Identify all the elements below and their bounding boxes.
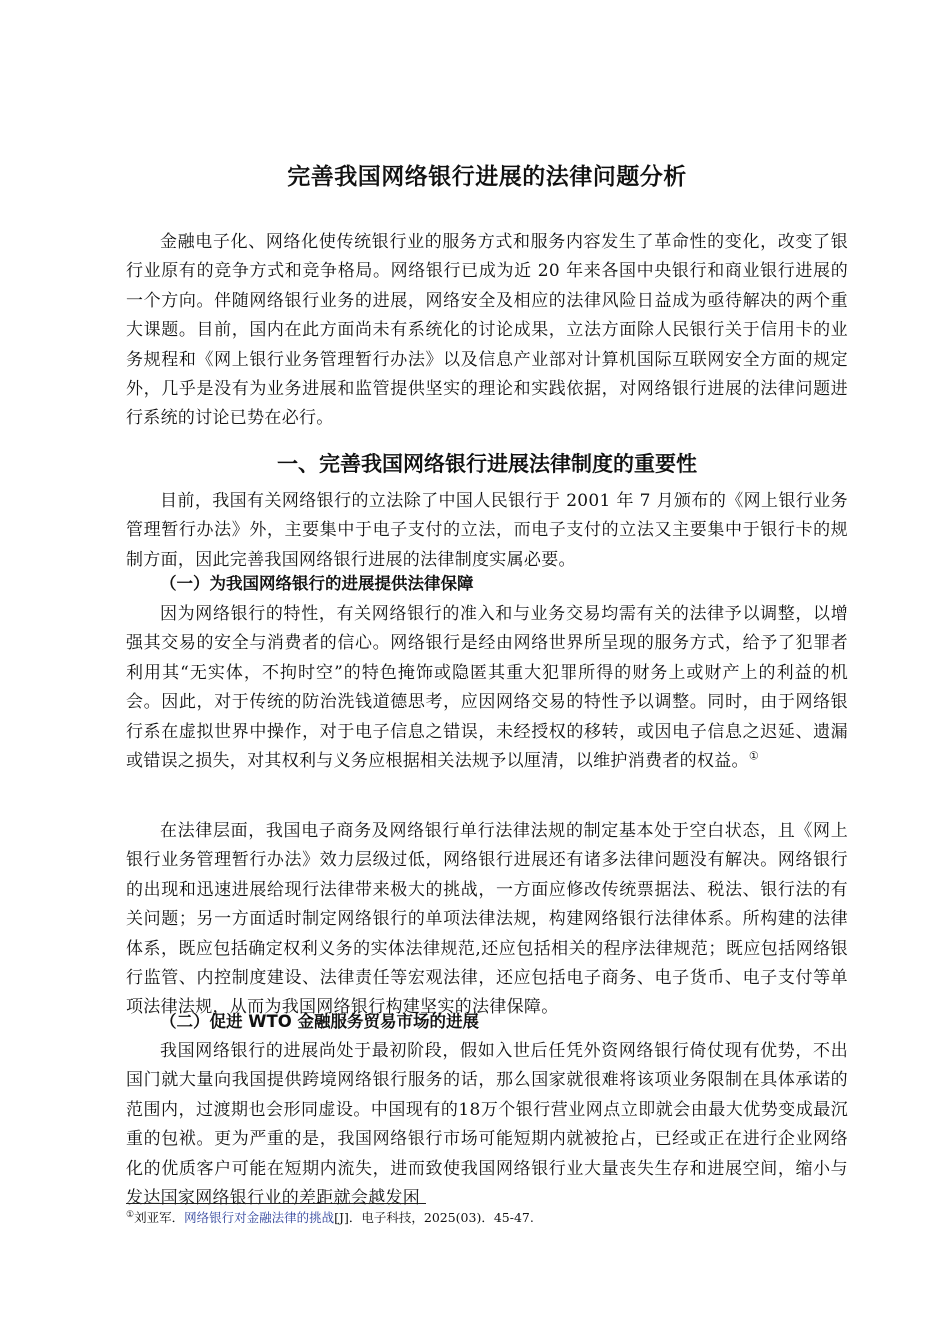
footnote-mark: ① <box>126 1209 135 1220</box>
subsection-1-paragraph-1-text: 因为网络银行的特性，有关网络银行的准入和与业务交易均需有关的法律予以调整，以增强其交易的安全与消费者的信心。网络银行是经由网络世界所呈现的服务方式，给予了犯罪者利用其“无实体，不拘时空”的特色掩饰或隐匿其重大犯罪所得的财务上或财产上的利益的机会。因此，对于传统的防治洗钱道德思考，应因网络交易的特性予以调整。同时，由于网络银行系在虚拟世界中操作，对于电子信息之错误，未经授权的移转，或因电子信息之迟延、遗漏或错误之损失，对其权利与义务应根据相关法规予以厘清，以维护消费者的权益。 <box>126 604 848 772</box>
footnote-reference: ① <box>748 749 759 763</box>
subsection-2-paragraph-1: 我国网络银行的进展尚处于最初阶段，假如入世后任凭外资网络银行倚仗现有优势，不出国门就大量向我国提供跨境网络银行服务的话，那么国家就很难将该项业务限制在具体承诺的范围内，过渡期也会形同虚设。中国现有的18万个银行营业网点立即就会由最大优势变成最沉重的包袱。更为严重的是，我国网络银行市场可能短期内就被抢占，已经或正在进行企业网络化的优质客户可能在短期内流失，进而致使我国网络银行业大量丧失生存和进展空间，缩小与发达国家网络银行业的差距就会越发困 <box>126 1041 848 1209</box>
subsection-2-heading: （二）促进 WTO 金融服务贸易市场的进展 <box>160 1012 479 1031</box>
footnote-divider <box>126 1203 426 1204</box>
footnote-citation: [J]．电子科技，2025(03)．45-47. <box>334 1210 534 1225</box>
subsection-1-paragraph-1 <box>126 600 848 776</box>
intro-paragraph: 金融电子化、网络化使传统银行业的服务方式和服务内容发生了革命性的变化，改变了银行业原有的竞争方式和竞争格局。网络银行已成为近 20 年来各国中央银行和商业银行进展的一个方向。伴随网络银行业务的进展，网络安全及相应的法律风险日益成为亟待解决的两个重大课题。目前，国内在此方面尚未有系统化的讨论成果，立法方面除人民银行关于信用卡的业务规程和《网上银行业务管理暂行办法》以及信息产业部对计算机国际互联网安全方面的规定外，几乎是没有为业务进展和监管提供坚实的理论和实践依据，对网络银行进展的法律问题进行系统的讨论已势在必行。 <box>126 232 848 429</box>
footnote-author: 刘亚军． <box>134 1210 185 1225</box>
section-1-heading: 一、完善我国网络银行进展法律制度的重要性 <box>277 452 697 476</box>
subsection-1-heading: （一）为我国网络银行的进展提供法律保障 <box>160 574 474 593</box>
section-1-paragraph: 目前，我国有关网络银行的立法除了中国人民银行于 2001 年 7 月颁布的《网上银行业务管理暂行办法》外，主要集中于电子支付的立法，而电子支付的立法又主要集中于银行卡的规制方面，因此完善我国网络银行进展的法律制度实属必要。 <box>126 491 848 570</box>
footnote <box>126 1208 848 1228</box>
paper-title: 完善我国网络银行进展的法律问题分析 <box>287 164 687 190</box>
footnote-title-link[interactable]: 网络银行对金融法律的挑战 <box>184 1210 335 1225</box>
subsection-1-paragraph-2: 在法律层面，我国电子商务及网络银行单行法律法规的制定基本处于空白状态，且《网上银行业务管理暂行办法》效力层级过低，网络银行进展还有诸多法律问题没有解决。网络银行的出现和迅速进展给现行法律带来极大的挑战，一方面应修改传统票据法、税法、银行法的有关问题；另一方面适时制定网络银行的单项法律法规，构建网络银行法律体系。所构建的法律体系，既应包括确定权利义务的实体法律规范,还应包括相关的程序法律规范；既应包括网络银行监管、内控制度建设、法律责任等宏观法律，还应包括电子商务、电子货币、电子支付等单项法律法规，从而为我国网络银行构建坚实的法律保障。 <box>126 821 848 1018</box>
